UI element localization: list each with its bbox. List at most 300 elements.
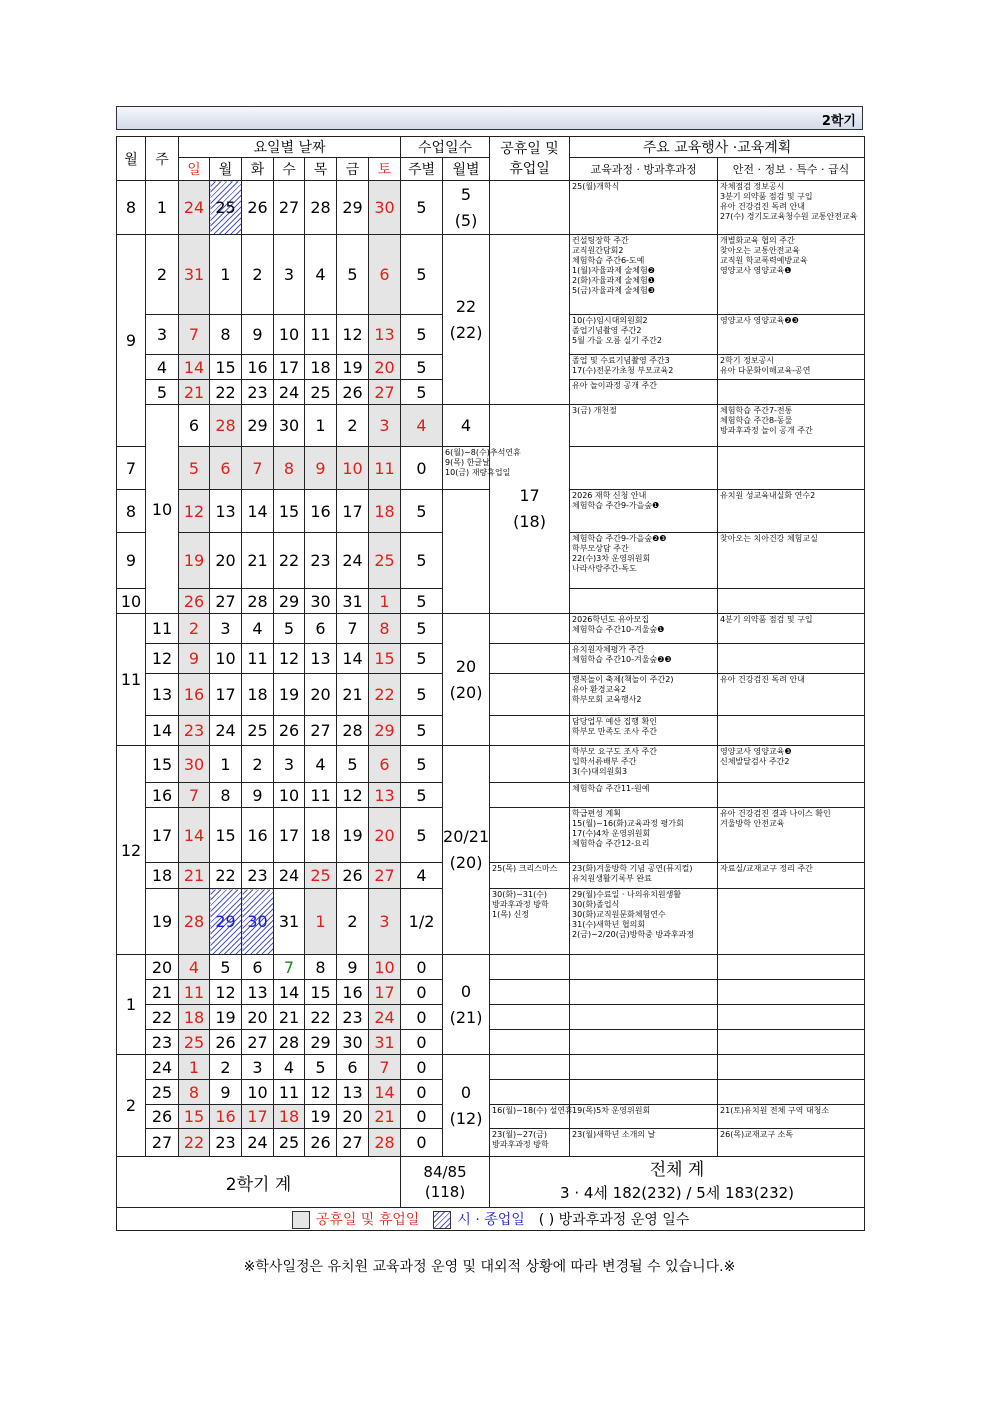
- date-cell: 24: [242, 1129, 274, 1157]
- holiday-header: [490, 137, 570, 181]
- date-cell: 7: [337, 614, 369, 644]
- date-cell: 4: [305, 746, 337, 783]
- date-cell: 6: [369, 235, 401, 315]
- event-line: 15(월)~16(화)교육과정 평가회: [572, 819, 684, 828]
- week-number: 27: [146, 1129, 179, 1157]
- event-line: 체험학습 주간9-가을숲❷❸: [572, 534, 667, 543]
- holiday-cell: [490, 1080, 570, 1105]
- week-row: [117, 644, 865, 674]
- date-cell: 15: [369, 644, 401, 674]
- date-cell: 16: [337, 980, 369, 1005]
- weekly-days: 0: [401, 1030, 443, 1055]
- event-curriculum-cell: [570, 380, 718, 405]
- date-cell: 4: [305, 235, 337, 315]
- date-cell: 29: [242, 405, 274, 447]
- date-cell: 25: [305, 863, 337, 889]
- month-header: 월: [117, 137, 146, 181]
- week-number: 19: [146, 889, 179, 955]
- event-line: 나라사랑주간-독도: [572, 564, 637, 573]
- date-cell: 12: [274, 644, 305, 674]
- date-cell: 2: [337, 889, 369, 955]
- holiday-header-line2: 휴업일: [509, 160, 550, 177]
- event-safety-cell: [718, 533, 865, 589]
- date-cell: 24: [210, 716, 242, 746]
- week-row: [117, 980, 865, 1005]
- date-cell: 3: [369, 889, 401, 955]
- semester-total-days-after: (118): [424, 1183, 466, 1201]
- event-safety-cell: [718, 674, 865, 716]
- date-cell: 27: [369, 380, 401, 405]
- week-row: [117, 746, 865, 783]
- event-curriculum-cell: [570, 980, 718, 1005]
- date-cell: 26: [210, 1030, 242, 1055]
- month-cell: 1: [117, 955, 146, 1055]
- day-thu: 목: [305, 158, 337, 181]
- holiday-cell: [490, 783, 570, 808]
- events-curriculum-header: 교육과정 · 방과후과정: [570, 158, 718, 181]
- date-cell: 30: [305, 589, 337, 614]
- date-cell: 12: [210, 980, 242, 1005]
- day-fri: 금: [337, 158, 369, 181]
- date-cell: 19: [179, 533, 210, 589]
- holiday-cell: [490, 674, 570, 716]
- event-line: 체험학습 주간12-요리: [572, 839, 650, 848]
- date-cell: 22: [305, 1005, 337, 1030]
- event-safety-cell: [718, 1030, 865, 1055]
- week-row: [117, 1129, 865, 1157]
- date-cell: 7: [274, 955, 305, 980]
- event-line: 학부모회 교육행사2: [572, 695, 642, 704]
- legend-start-end-label: 시 · 종업일: [457, 1212, 525, 1228]
- date-cell: 22: [210, 863, 242, 889]
- date-cell: 17: [337, 490, 369, 533]
- monthly-days: [443, 235, 490, 405]
- event-safety-cell: [718, 863, 865, 889]
- holiday-cell: [490, 614, 570, 644]
- weekly-days: 4: [443, 405, 490, 447]
- events-safety-header: 안전 · 정보 · 특수 · 급식: [718, 158, 865, 181]
- event-curriculum-cell: [570, 644, 718, 674]
- date-cell: 18: [305, 355, 337, 380]
- date-cell: 20: [305, 674, 337, 716]
- date-cell: 2: [179, 614, 210, 644]
- date-cell: 13: [242, 980, 274, 1005]
- date-cell: 12: [305, 1080, 337, 1105]
- event-line: 졸업 및 수료기념촬영 주간3: [572, 356, 670, 365]
- date-cell: 18: [305, 808, 337, 863]
- date-cell: 10: [337, 447, 369, 490]
- event-line: 체험학습 주간11-원예: [572, 784, 650, 793]
- date-cell: 29: [210, 889, 242, 955]
- date-cell: 2: [242, 235, 274, 315]
- weekly-days: 5: [401, 589, 443, 614]
- event-line: 졸업기념촬영 주간2: [572, 326, 642, 335]
- date-cell: 28: [274, 1030, 305, 1055]
- holiday-line: 23(월)~27(금): [492, 1130, 548, 1139]
- weekly-days: 0: [401, 955, 443, 980]
- monthly-days: [443, 1055, 490, 1157]
- date-cell: 24: [274, 863, 305, 889]
- events-header: 주요 교육행사 ·교육계획: [570, 137, 865, 158]
- monthly-days-after-school: (5): [454, 210, 478, 230]
- date-cell: 5: [210, 955, 242, 980]
- weekly-days: 1/2: [401, 889, 443, 955]
- date-cell: 8: [210, 315, 242, 355]
- week-number: 26: [146, 1105, 179, 1129]
- date-cell: 11: [305, 783, 337, 808]
- week-row: [117, 955, 865, 980]
- header-row-1: [117, 137, 865, 158]
- date-cell: 8: [179, 1080, 210, 1105]
- week-number: 22: [146, 1005, 179, 1030]
- date-cell: 5: [337, 235, 369, 315]
- date-cell: 1: [210, 235, 242, 315]
- event-line: 체험학습 주간10-겨울숲❷❸: [572, 655, 672, 664]
- date-cell: 17: [274, 808, 305, 863]
- holiday-cell: [490, 1129, 570, 1157]
- week-number: 23: [146, 1030, 179, 1055]
- weekly-days: 5: [401, 355, 443, 380]
- event-curriculum-cell: [570, 533, 718, 589]
- date-cell: 22: [274, 533, 305, 589]
- calendar-table: [116, 136, 865, 1231]
- event-safety-cell: [718, 1080, 865, 1105]
- week-number: 18: [146, 863, 179, 889]
- event-curriculum-cell: [570, 808, 718, 863]
- date-cell: 1: [369, 589, 401, 614]
- date-cell: 10: [274, 783, 305, 808]
- week-row: [117, 863, 865, 889]
- event-line: 23(화)겨울방학 기념 공연(뮤지컬): [572, 864, 693, 873]
- holiday-cell: [490, 746, 570, 783]
- total-row: [117, 1157, 865, 1208]
- date-cell: 23: [337, 1005, 369, 1030]
- weekly-header: 주별: [401, 158, 443, 181]
- event-safety-cell: [718, 235, 865, 315]
- week-number: 25: [146, 1080, 179, 1105]
- date-cell: 14: [179, 808, 210, 863]
- week-number: 4: [146, 355, 179, 380]
- date-cell: 21: [274, 1005, 305, 1030]
- date-cell: 15: [210, 355, 242, 380]
- legend-hatch-swatch: [433, 1211, 451, 1229]
- date-cell: 8: [210, 783, 242, 808]
- event-line: 23(월)새학년 소개의 날: [572, 1130, 656, 1139]
- weekly-days: 0: [401, 1129, 443, 1157]
- date-cell: 29: [305, 1030, 337, 1055]
- date-cell: 3: [210, 614, 242, 644]
- holiday-cell: [490, 235, 570, 405]
- monthly-days: [443, 746, 490, 955]
- week-number: 17: [146, 808, 179, 863]
- day-tue: 화: [242, 158, 274, 181]
- month-cell: 9: [117, 235, 146, 447]
- event-line: 2026 재학 신청 안내: [572, 491, 647, 500]
- monthly-days-value: 20/21: [443, 827, 490, 846]
- date-cell: 19: [210, 1005, 242, 1030]
- weekly-days: 5: [401, 490, 443, 533]
- date-cell: 10: [242, 1080, 274, 1105]
- date-cell: 19: [305, 1105, 337, 1129]
- date-cell: 16: [305, 490, 337, 533]
- event-safety-cell: [718, 1105, 865, 1129]
- event-line: 입학서류배부 주간: [572, 757, 637, 766]
- semester-total-days: [401, 1157, 490, 1208]
- event-safety-cell: [718, 808, 865, 863]
- date-cell: 24: [274, 380, 305, 405]
- date-cell: 1: [210, 746, 242, 783]
- date-cell: 15: [274, 490, 305, 533]
- date-cell: 21: [179, 863, 210, 889]
- date-cell: 20: [242, 1005, 274, 1030]
- event-line: 2026학년도 유아모집: [572, 615, 650, 624]
- event-line: 학급편성 계획: [572, 809, 621, 818]
- event-curriculum-cell: [570, 863, 718, 889]
- event-line: 21(토)유치원 전체 구역 대청소: [720, 1106, 830, 1115]
- date-cell: 3: [242, 1055, 274, 1080]
- holiday-cell: [490, 1055, 570, 1080]
- date-cell: 26: [337, 863, 369, 889]
- event-line: 30(화)교직원문화체험연수: [572, 910, 666, 919]
- event-line: 5월 가을 오름 실기 주간2: [572, 336, 662, 345]
- event-safety-cell: [718, 1005, 865, 1030]
- holiday-cell: [490, 889, 570, 955]
- event-line: 체험학습 주간6-도예: [572, 256, 645, 265]
- event-line: 자체점검 정보공시: [720, 182, 785, 191]
- week-number: 2: [146, 235, 179, 315]
- weekly-days: 5: [401, 181, 443, 235]
- footnote: ※학사일정은 유치원 교육과정 운영 및 대외적 상황에 따라 변경될 수 있습니다.※: [243, 1259, 736, 1275]
- month-cell: 11: [117, 614, 146, 746]
- date-cell: 13: [369, 783, 401, 808]
- date-cell: 9: [242, 783, 274, 808]
- date-cell: 3: [274, 235, 305, 315]
- event-safety-cell: [718, 955, 865, 980]
- date-cell: 27: [305, 716, 337, 746]
- event-line: 체험학습 주간10-겨울숲❶: [572, 625, 665, 634]
- day-mon: 월: [210, 158, 242, 181]
- date-cell: 16: [179, 674, 210, 716]
- date-cell: 24: [337, 533, 369, 589]
- event-line: 영양교사 영양교육❶: [720, 266, 792, 275]
- event-safety-cell: [718, 746, 865, 783]
- date-cell: 21: [369, 1105, 401, 1129]
- event-line: 25(월)개학식: [572, 182, 620, 191]
- date-cell: 27: [242, 1030, 274, 1055]
- holiday-header-line1: 공휴일 및: [500, 140, 559, 157]
- week-row: [117, 614, 865, 644]
- date-cell: 25: [210, 181, 242, 235]
- holiday-cell: [443, 447, 521, 490]
- day-wed: 수: [274, 158, 305, 181]
- date-cell: 20: [337, 1105, 369, 1129]
- event-safety-cell: [718, 1055, 865, 1080]
- monthly-days: [443, 614, 490, 746]
- date-cell: 6: [210, 447, 242, 490]
- date-cell: 17: [369, 980, 401, 1005]
- event-curriculum-cell: [570, 1105, 718, 1129]
- date-cell: 24: [179, 181, 210, 235]
- date-cell: 8: [305, 955, 337, 980]
- event-line: 17(수)전문가초청 부모교육2: [572, 366, 674, 375]
- date-cell: 15: [179, 1105, 210, 1129]
- week-number: 14: [146, 716, 179, 746]
- holiday-line: 1(목) 신정: [492, 910, 530, 919]
- date-cell: 23: [305, 533, 337, 589]
- date-cell: 11: [242, 644, 274, 674]
- event-line: 유치원자체평가 주간: [572, 645, 645, 654]
- date-cell: 9: [210, 1080, 242, 1105]
- weekly-days: 5: [401, 614, 443, 644]
- event-safety-cell: [718, 380, 865, 405]
- event-line: 신체발달검사 주간2: [720, 757, 790, 766]
- event-line: 학부모상담 주간: [572, 544, 629, 553]
- weekly-days: 0: [401, 1105, 443, 1129]
- event-safety-cell: [718, 889, 865, 955]
- date-cell: 25: [274, 1129, 305, 1157]
- week-row: [117, 889, 865, 955]
- date-cell: 19: [274, 674, 305, 716]
- date-cell: 20: [369, 808, 401, 863]
- date-cell: 2: [210, 1055, 242, 1080]
- monthly-days-value: 17: [519, 486, 540, 505]
- holiday-line: 방과후과정 방학: [492, 1140, 549, 1149]
- month-cell: 12: [117, 746, 146, 955]
- event-line: 교직원 학교폭력예방교육: [720, 256, 808, 265]
- monthly-days-after-school: (22): [449, 322, 483, 342]
- event-line: 유아 건강검진 결과 나이스 확인: [720, 809, 831, 818]
- event-line: 교직원간담회2: [572, 246, 624, 255]
- date-cell: 25: [242, 716, 274, 746]
- event-line: 영양교사 영양교육❷❸: [720, 316, 799, 325]
- date-cell: 13: [210, 490, 242, 533]
- date-cell: 18: [179, 1005, 210, 1030]
- week-number: 15: [146, 746, 179, 783]
- week-row: [117, 405, 865, 447]
- date-cell: 23: [242, 863, 274, 889]
- event-line: 체험학습 주간9-가을숲❶: [572, 501, 660, 510]
- date-cell: 28: [305, 181, 337, 235]
- date-cell: 6: [337, 1055, 369, 1080]
- event-safety-cell: [718, 614, 865, 644]
- date-cell: 9: [305, 447, 337, 490]
- month-cell: 10: [146, 405, 179, 614]
- date-cell: 18: [242, 674, 274, 716]
- date-cell: 25: [369, 533, 401, 589]
- event-line: 30(화)졸업식: [572, 900, 620, 909]
- date-cell: 13: [305, 644, 337, 674]
- event-line: 유치원생활기록부 완료: [572, 874, 652, 883]
- date-cell: 1: [305, 889, 337, 955]
- date-cell: 29: [369, 716, 401, 746]
- date-cell: 14: [369, 1080, 401, 1105]
- date-cell: 23: [179, 716, 210, 746]
- week-row: [117, 1105, 865, 1129]
- date-cell: 12: [179, 490, 210, 533]
- date-cell: 22: [210, 380, 242, 405]
- monthly-days-after-school: (18): [513, 512, 546, 531]
- week-number: 3: [146, 315, 179, 355]
- event-line: 겨울방학 안전교육: [720, 819, 785, 828]
- date-cell: 30: [369, 181, 401, 235]
- date-cell: 29: [337, 181, 369, 235]
- date-cell: 31: [337, 589, 369, 614]
- weekly-days: 0: [401, 447, 443, 490]
- event-curriculum-cell: [570, 716, 718, 746]
- date-cell: 26: [337, 380, 369, 405]
- weekly-days: 5: [401, 746, 443, 783]
- holiday-line: 9(목) 한글날: [445, 458, 490, 467]
- date-cell: 6: [305, 614, 337, 644]
- event-line: 22(수)3차 운영위원회: [572, 554, 651, 563]
- event-line: 자료실/교재교구 정리 주간: [720, 864, 813, 873]
- weekly-days: 5: [401, 716, 443, 746]
- event-line: 체험학습 주간7-전통: [720, 406, 793, 415]
- week-number: 11: [146, 614, 179, 644]
- monthly-days-value: 5: [460, 184, 472, 204]
- class-days-header: 수업일수: [401, 137, 490, 158]
- event-line: 방과후과정 놀이 공개 주간: [720, 426, 813, 435]
- event-safety-cell: [718, 447, 865, 490]
- date-cell: 21: [242, 533, 274, 589]
- week-number: 6: [179, 405, 210, 447]
- week-number: 9: [117, 533, 146, 589]
- holiday-cell: [490, 863, 570, 889]
- date-cell: 30: [179, 746, 210, 783]
- legend: [117, 1208, 865, 1231]
- holiday-cell: [490, 980, 570, 1005]
- legend-gray-swatch: [292, 1211, 310, 1229]
- holiday-cell: [443, 490, 490, 614]
- overall-total-value: 3 · 4세 182(232) / 5세 183(232): [560, 1184, 795, 1202]
- weekly-days: 0: [401, 980, 443, 1005]
- date-cell: 11: [305, 315, 337, 355]
- event-line: 학부모 요구도 조사 주간: [572, 747, 657, 756]
- holiday-cell: [490, 716, 570, 746]
- week-row: [117, 1080, 865, 1105]
- date-cell: 14: [242, 490, 274, 533]
- event-line: 19(목)5차 운영위원회: [572, 1106, 651, 1115]
- date-cell: 9: [242, 315, 274, 355]
- event-line: 유치원 성교육내실화 연수2: [720, 491, 816, 500]
- date-cell: 27: [337, 1129, 369, 1157]
- monthly-days-after-school: (12): [449, 1108, 483, 1128]
- date-cell: 31: [369, 1030, 401, 1055]
- month-cell: 8: [117, 181, 146, 235]
- date-cell: 26: [242, 181, 274, 235]
- date-cell: 4: [179, 955, 210, 980]
- date-cell: 17: [274, 355, 305, 380]
- date-cell: 6: [369, 746, 401, 783]
- date-cell: 22: [179, 1129, 210, 1157]
- event-line: 유아 놀이과정 공개 주간: [572, 381, 657, 390]
- date-cell: 20: [210, 533, 242, 589]
- date-cell: 7: [179, 315, 210, 355]
- event-safety-cell: [718, 980, 865, 1005]
- event-curriculum-cell: [570, 1080, 718, 1105]
- date-cell: 3: [369, 405, 401, 447]
- week-row: [117, 1055, 865, 1080]
- date-cell: 18: [369, 490, 401, 533]
- week-number: 8: [117, 490, 146, 533]
- date-cell: 28: [210, 405, 242, 447]
- legend-row: [117, 1208, 865, 1231]
- semester-total-days-value: 84/85: [423, 1163, 467, 1181]
- date-cell: 7: [242, 447, 274, 490]
- weekly-days: 5: [401, 783, 443, 808]
- holiday-line: 방과후과정 방학: [492, 900, 549, 909]
- week-number: 1: [146, 181, 179, 235]
